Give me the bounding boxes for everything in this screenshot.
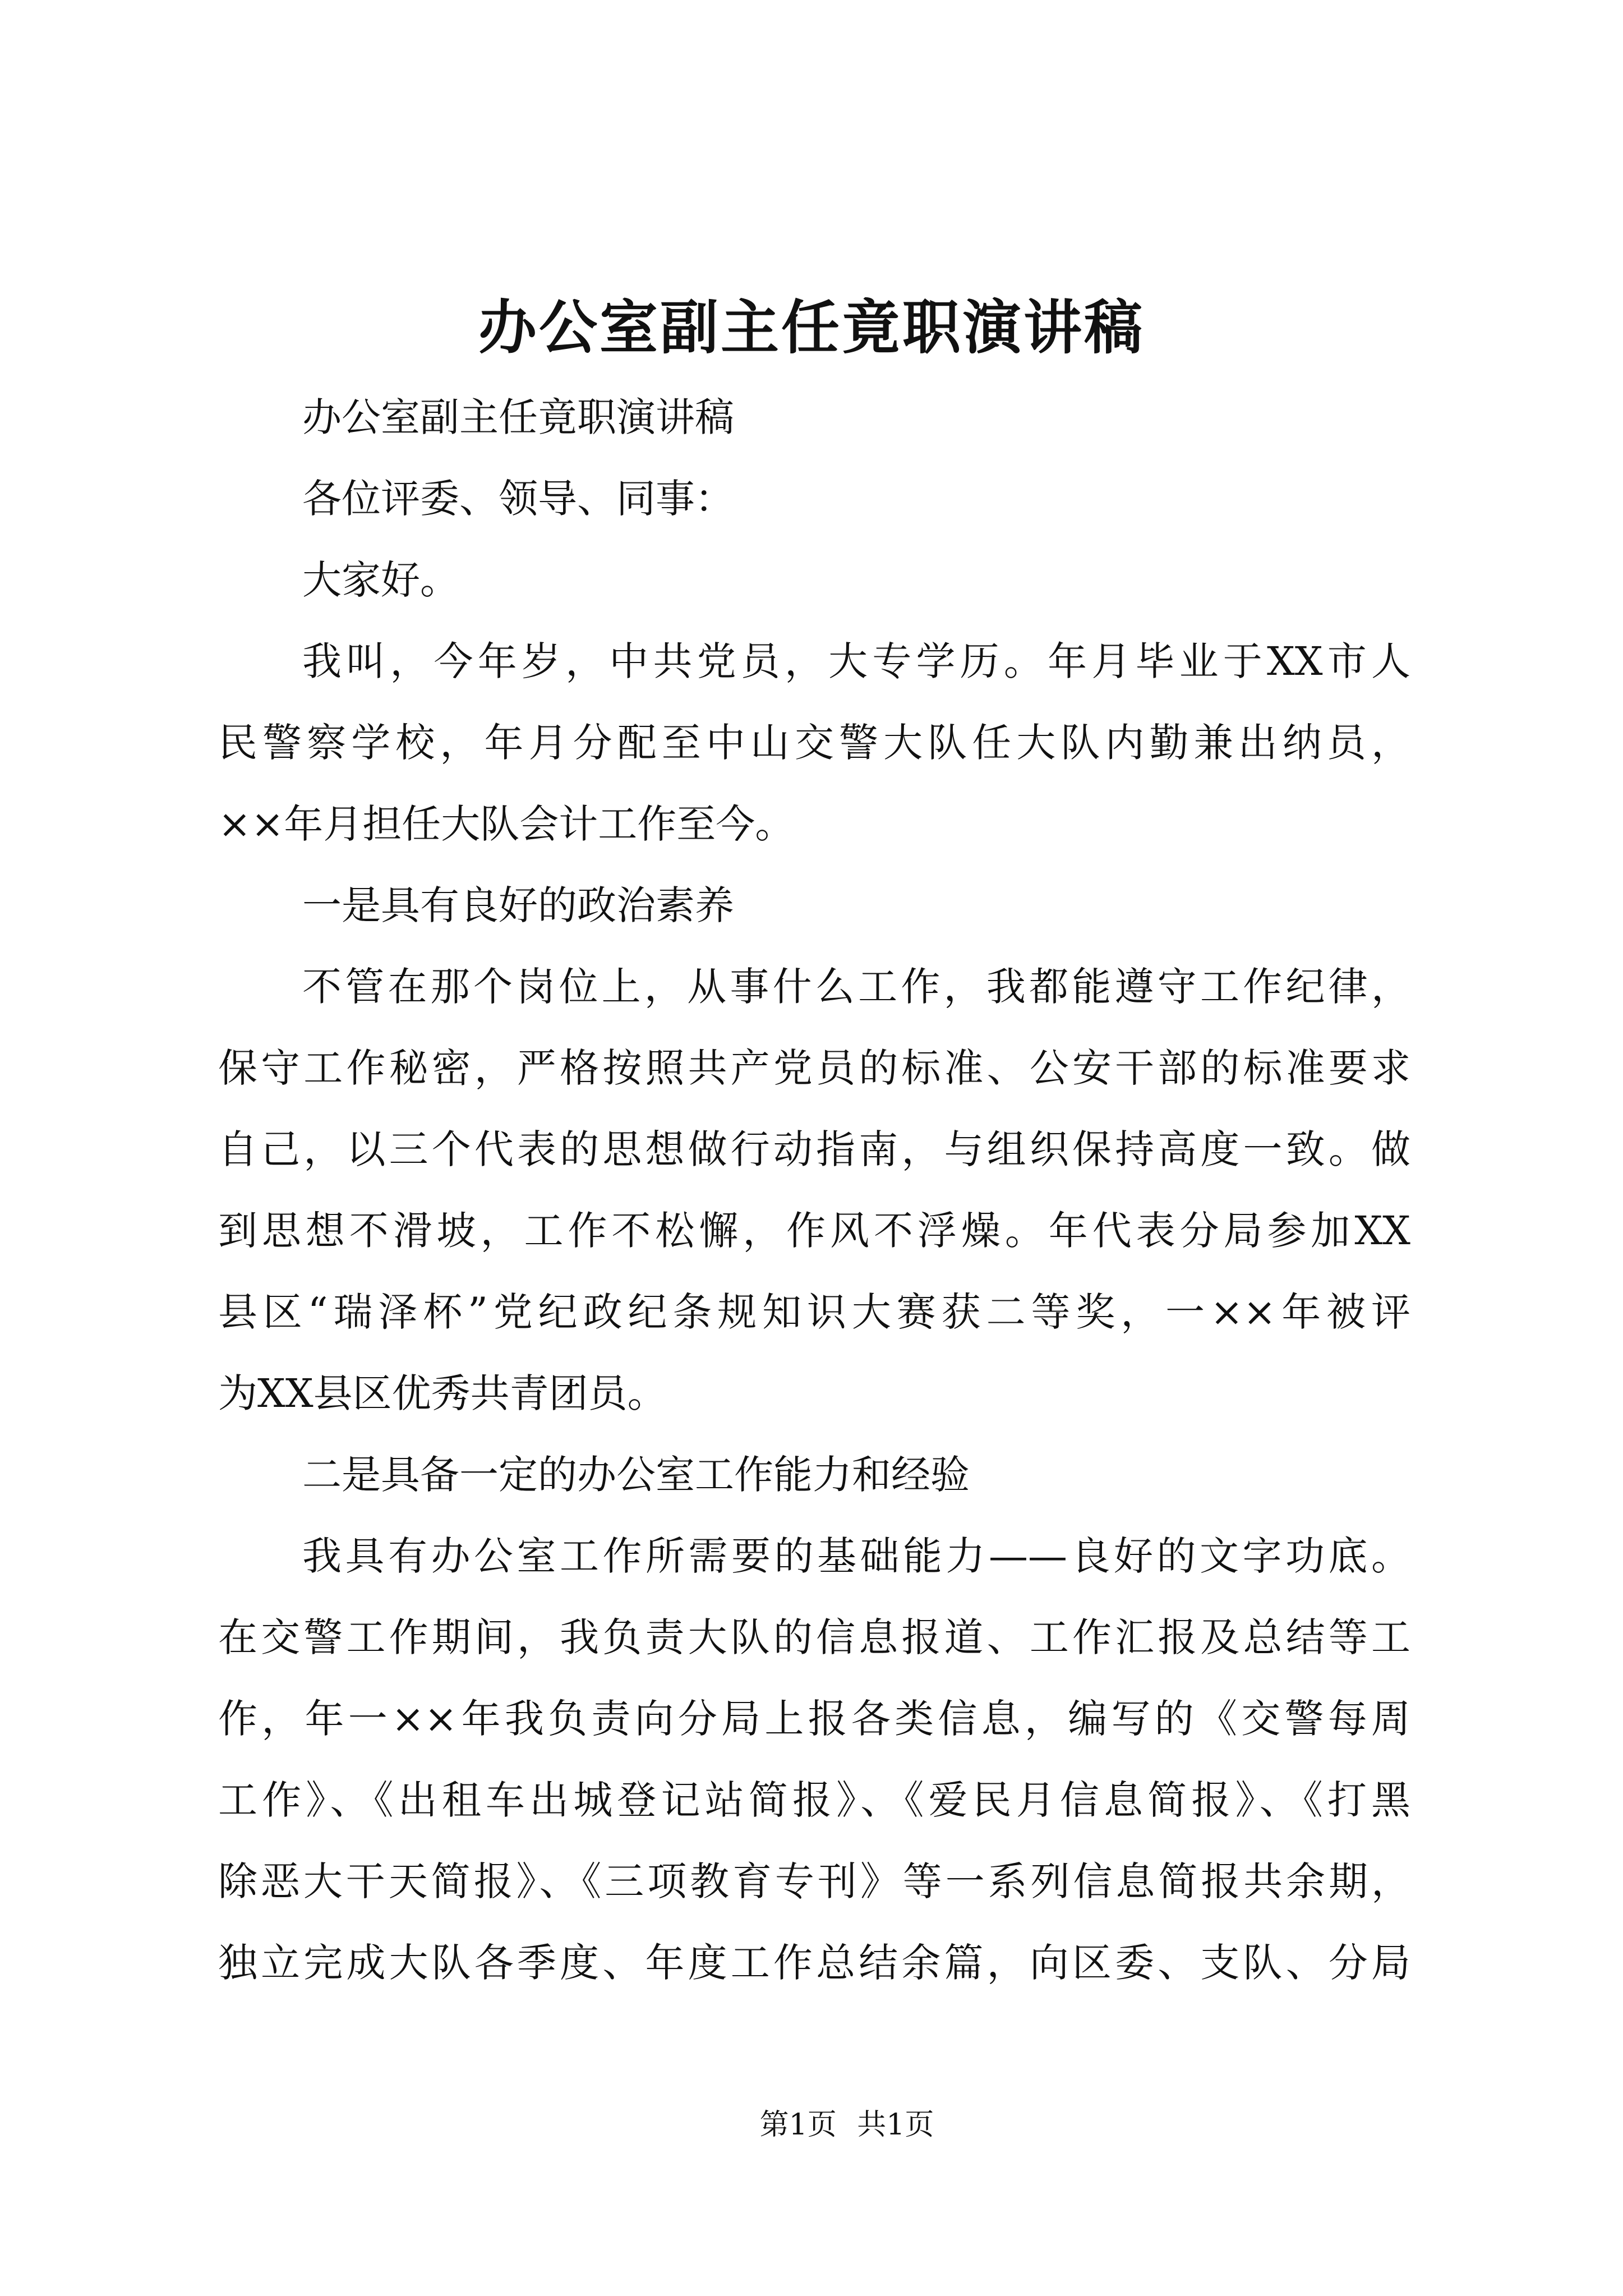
paragraph-political-quality [218, 946, 1410, 1434]
document-title: 办公室副主任竟职演讲稿 [478, 293, 1145, 362]
paragraph-line: 大家好。 [302, 557, 459, 603]
paragraph-line: 保守工作秘密，严格按照共产党员的标准、公安干部的标准要求 [218, 1045, 1410, 1091]
paragraph-line: 二是具备一定的办公室工作能力和经验 [302, 1452, 970, 1498]
paragraph-line: 自己，以三个代表的思想做行动指南，与组织保持高度一致。做 [218, 1126, 1410, 1172]
paragraph-line: 到思想不滑坡，工作不松懈，作风不浮燥。年代表分局参加XX [218, 1208, 1410, 1254]
section-heading-one [218, 865, 1410, 946]
paragraph-line: 我叫，今年岁，中共党员，大专学历。年月毕业于XX市人 [302, 638, 1410, 684]
paragraph-greeting [218, 540, 1410, 621]
paragraph-line: 一是具有良好的政治素养 [302, 882, 734, 928]
paragraph-line: 工作》、《出租车出城登记站简报》、《爱民月信息简报》、《打黑 [218, 1777, 1410, 1823]
paragraph-line: 作，年一××年我负责向分局上报各类信息，编写的《交警每周 [218, 1696, 1410, 1742]
paragraph-line: 除恶大干天简报》、《三项教育专刊》等一系列信息简报共余期， [218, 1858, 1410, 1904]
paragraph-line: ××年月担任大队会计工作至今。 [218, 801, 795, 847]
paragraph-line: 在交警工作期间，我负责大队的信息报道、工作汇报及总结等工 [218, 1614, 1410, 1660]
page-footer: 第1页 共1页 [759, 2108, 934, 2142]
document-body [218, 377, 1410, 2004]
paragraph-line: 民警察学校，年月分配至中山交警大队任大队内勤兼出纳员， [218, 720, 1410, 766]
paragraph-line: 我具有办公室工作所需要的基础能力——良好的文字功底。 [302, 1533, 1410, 1579]
paragraph-heading-repeat [218, 377, 1410, 458]
paragraph-line: 县区“瑞泽杯”党纪政纪条规知识大赛获二等奖，一××年被评 [218, 1289, 1410, 1335]
section-heading-two [218, 1434, 1410, 1516]
paragraph-line: 为XX县区优秀共青团员。 [218, 1370, 667, 1416]
paragraph-office-experience [218, 1516, 1410, 2004]
paragraph-salutation [218, 458, 1410, 540]
paragraph-line: 办公室副主任竟职演讲稿 [302, 394, 734, 440]
paragraph-line: 各位评委、领导、同事： [302, 476, 734, 522]
paragraph-line: 不管在那个岗位上，从事什么工作，我都能遵守工作纪律， [302, 964, 1410, 1010]
paragraph-line: 独立完成大队各季度、年度工作总结余篇，向区委、支队、分局 [218, 1940, 1410, 1986]
paragraph-self-introduction [218, 621, 1410, 865]
